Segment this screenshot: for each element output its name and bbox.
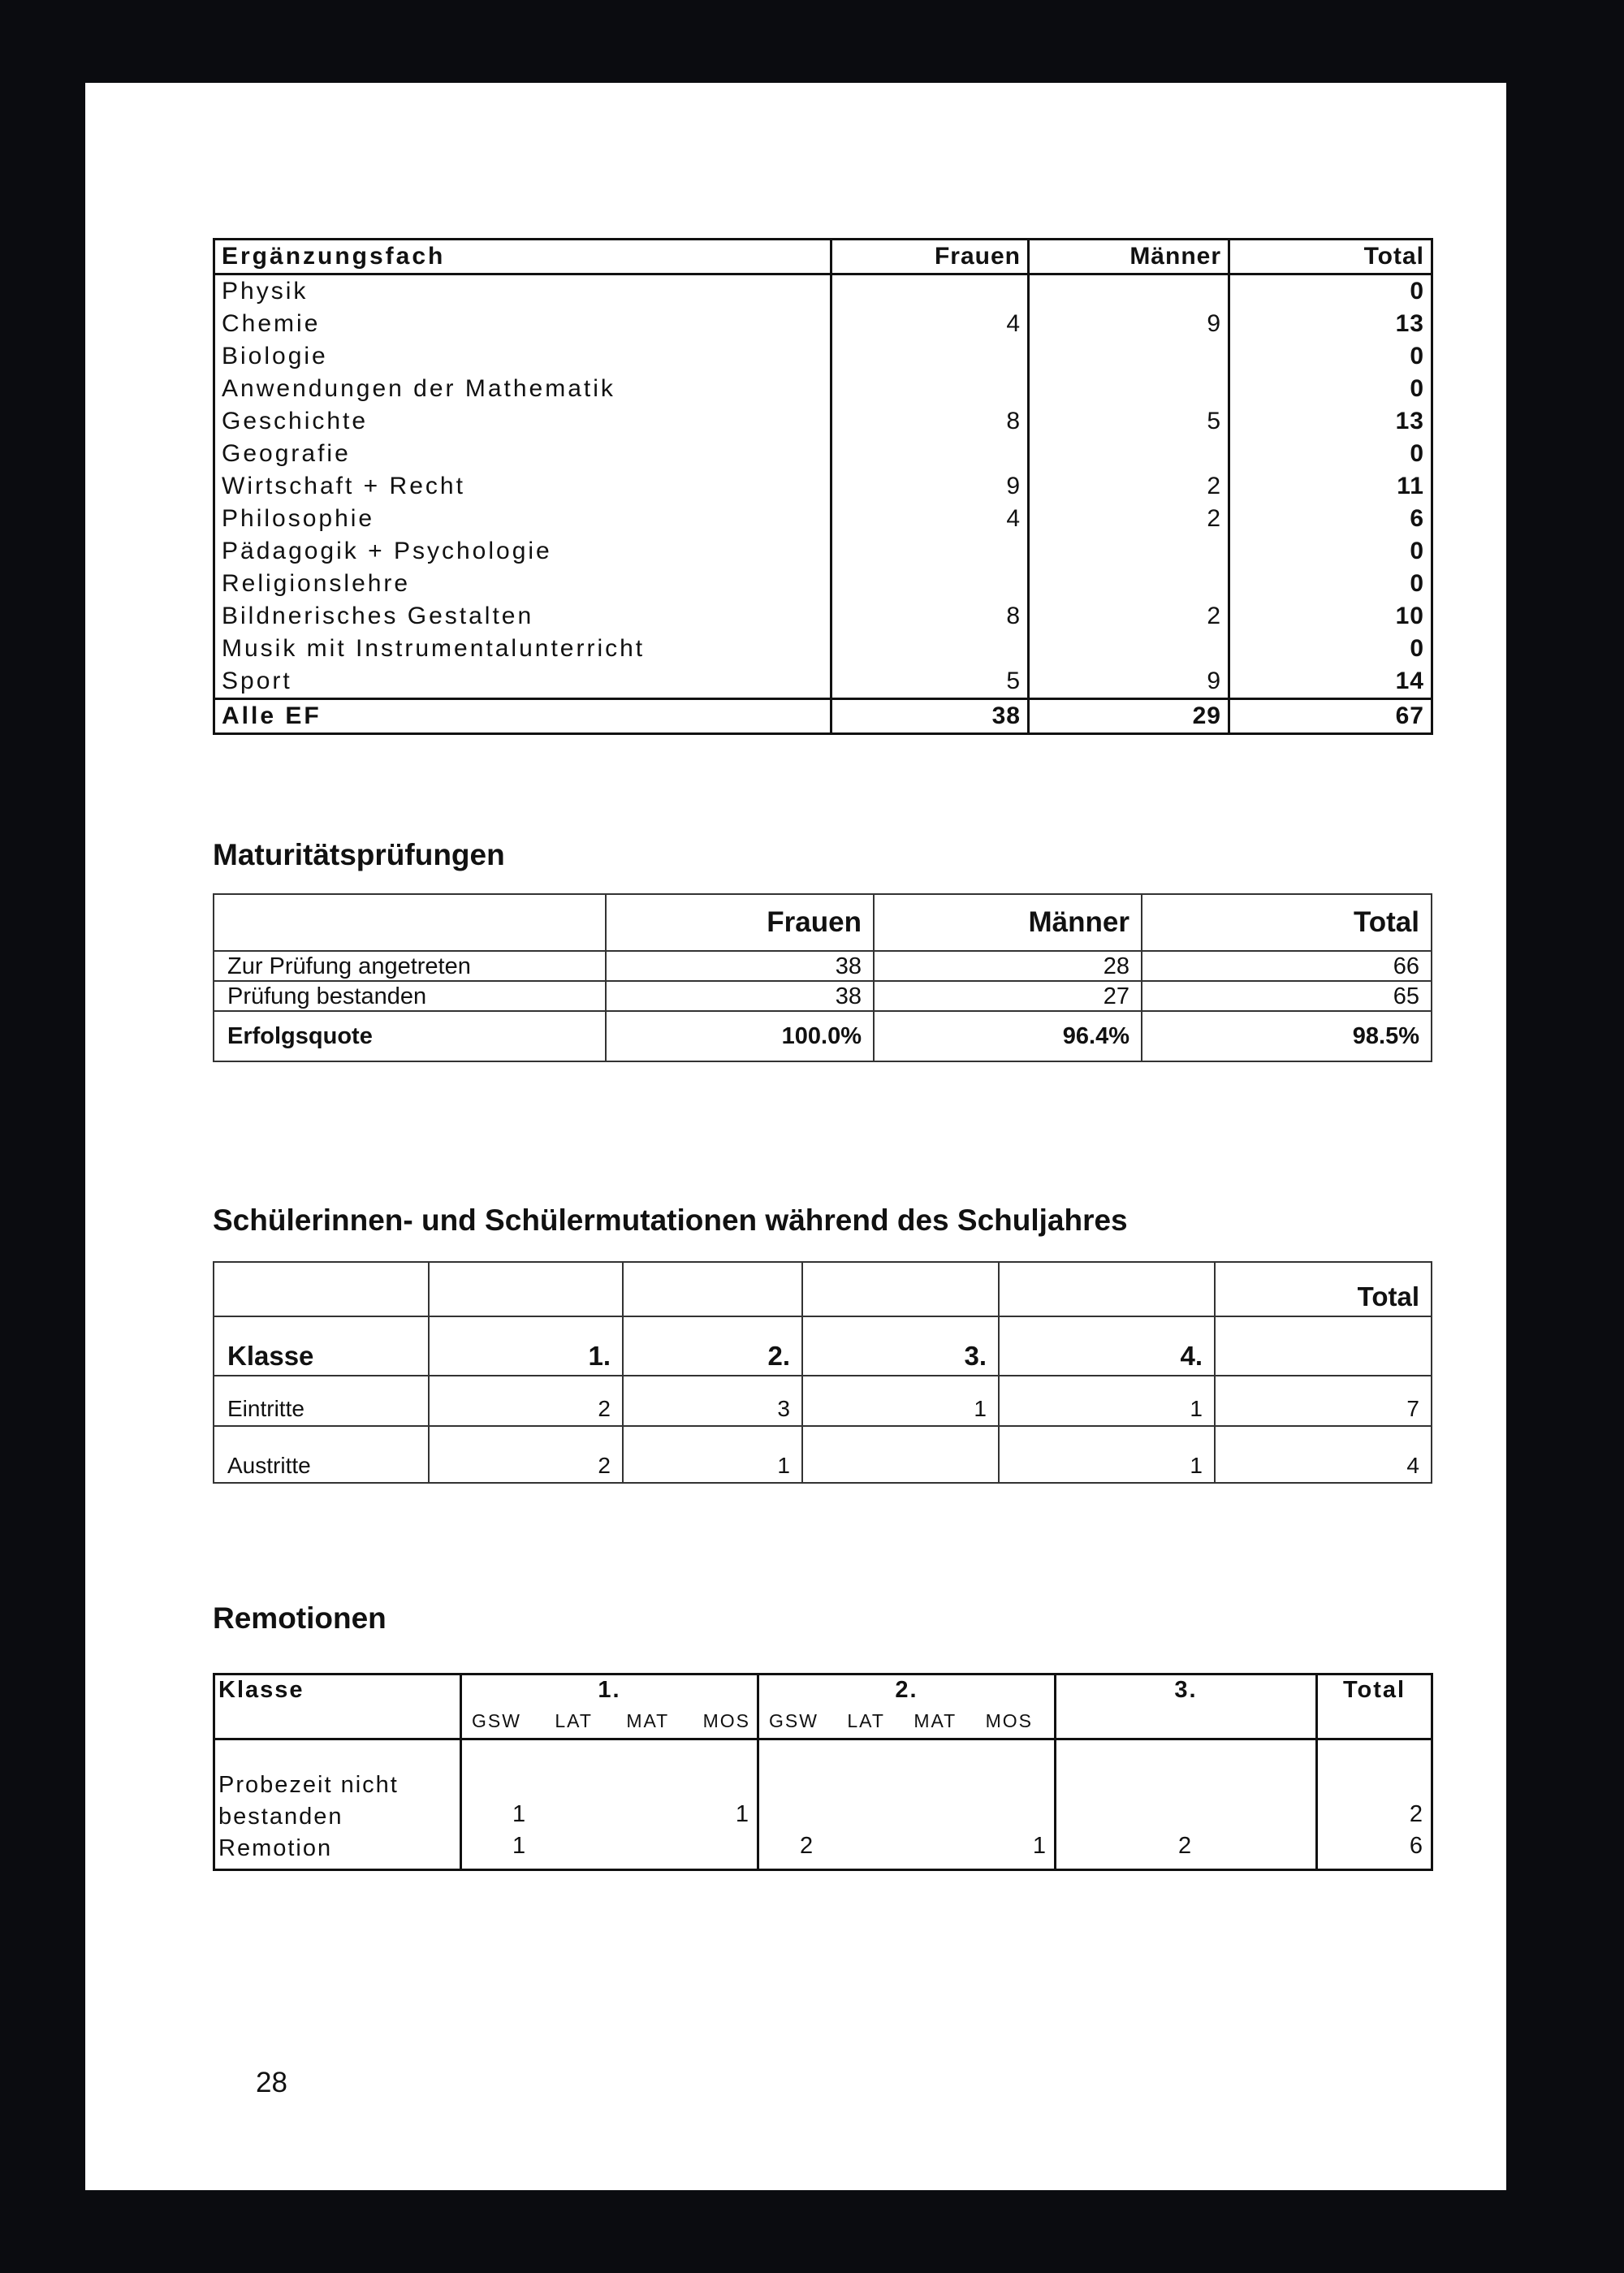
column-header-empty [214, 894, 606, 951]
table-row [214, 981, 1432, 1011]
maenner-cell [1029, 535, 1229, 568]
value-cell: 1 [999, 1426, 1215, 1483]
frauen-cell: 4 [831, 308, 1029, 340]
document-page [85, 83, 1506, 2190]
column-header-maenner: Männer [1029, 240, 1229, 274]
maturitaet-table [213, 893, 1432, 1062]
total-cell: 66 [1142, 951, 1432, 981]
value-cell: 1 [999, 1376, 1215, 1426]
summary-total: 67 [1229, 699, 1432, 734]
total-cell: 0 [1229, 633, 1432, 665]
subject-cell: Musik mit Instrumentalunterricht [222, 635, 646, 662]
table-row [214, 373, 1432, 405]
table-row [214, 568, 1432, 600]
success-rate-row [214, 1011, 1432, 1061]
value-cell: 1 [735, 1801, 750, 1827]
value-cell: 1 [512, 1801, 528, 1827]
maenner-cell: 9 [1029, 308, 1229, 340]
total-cell: 10 [1229, 600, 1432, 633]
summary-label: Alle EF [214, 699, 831, 734]
total-cell: 0 [1229, 535, 1432, 568]
subheader: GSW [769, 1710, 818, 1731]
total-cell: 13 [1229, 308, 1432, 340]
table-header-row [214, 240, 1432, 274]
subject-cell: Physik [222, 278, 309, 305]
table-row [214, 438, 1432, 470]
subject-cell: Wirtschaft + Recht [222, 473, 465, 499]
subject-cell: Pädagogik + Psychologie [222, 538, 552, 564]
row-label-remotion: Remotion [218, 1835, 333, 1861]
value-cell [802, 1426, 999, 1483]
total-cell: 0 [1229, 438, 1432, 470]
group-3-values [1056, 1739, 1317, 1870]
subheader: LAT [847, 1710, 885, 1731]
subheader: GSW [472, 1710, 521, 1731]
empty-cell [802, 1262, 999, 1316]
subject-cell: Religionslehre [222, 570, 411, 597]
subject-cell: Chemie [222, 310, 321, 337]
frauen-cell [831, 340, 1029, 373]
value-cell: 1 [512, 1833, 528, 1859]
total-cell: 7 [1215, 1376, 1432, 1426]
class-header-row [214, 1316, 1432, 1376]
frauen-cell: 5 [831, 665, 1029, 699]
total-cell: 6 [1409, 1833, 1424, 1859]
value-cell: 3 [623, 1376, 802, 1426]
total-cell: 14 [1229, 665, 1432, 699]
frauen-cell: 8 [831, 600, 1029, 633]
table-row [214, 535, 1432, 568]
total-cell: 0 [1229, 274, 1432, 309]
section-title-maturitaet: Maturitätsprüfungen [213, 838, 505, 871]
class-header: 1. [429, 1316, 623, 1376]
frauen-cell: 9 [831, 470, 1029, 503]
table-row [214, 274, 1432, 309]
column-header-frauen: Frauen [831, 240, 1029, 274]
success-rate-total: 98.5% [1142, 1011, 1432, 1061]
empty-cell [623, 1262, 802, 1316]
maenner-cell [1029, 633, 1229, 665]
subject-cell: Anwendungen der Mathematik [222, 375, 615, 402]
subject-cell: Geschichte [222, 408, 369, 434]
frauen-cell [831, 568, 1029, 600]
column-header-total: Total [1215, 1262, 1432, 1316]
class-header: 3. [802, 1316, 999, 1376]
frauen-cell [831, 438, 1029, 470]
column-header-subject: Ergänzungsfach [214, 240, 831, 274]
mutationen-table [213, 1261, 1432, 1484]
table-header-row [214, 894, 1432, 951]
row-label-probezeit-line1: Probezeit nicht [218, 1772, 399, 1798]
summary-frauen: 38 [831, 699, 1029, 734]
column-header-total: Total [1317, 1675, 1432, 1739]
value-cell: 1 [623, 1426, 802, 1483]
table-header-row [214, 1675, 1432, 1739]
success-rate-frauen: 100.0% [606, 1011, 874, 1061]
class-group-label: 1. [598, 1677, 621, 1703]
value-cell: 2 [429, 1376, 623, 1426]
table-body-row [214, 1739, 1432, 1870]
table-row [214, 340, 1432, 373]
row-label: Zur Prüfung angetreten [214, 951, 606, 981]
row-label-probezeit-line2: bestanden [218, 1804, 343, 1830]
total-cell: 13 [1229, 405, 1432, 438]
value-cell: 2 [800, 1833, 815, 1859]
class-group-1 [461, 1675, 758, 1739]
total-cell: 0 [1229, 340, 1432, 373]
maenner-cell: 9 [1029, 665, 1229, 699]
total-cell: 2 [1409, 1801, 1424, 1827]
remotionen-table [213, 1673, 1433, 1871]
maenner-cell [1029, 373, 1229, 405]
maenner-cell [1029, 274, 1229, 309]
total-cell: 11 [1229, 470, 1432, 503]
table-row [214, 1426, 1432, 1483]
section-title-mutationen: Schülerinnen- und Schülermutationen während des Schuljahres [213, 1203, 1128, 1237]
maenner-cell: 2 [1029, 600, 1229, 633]
subject-cell: Philosophie [222, 505, 375, 532]
subheader: LAT [555, 1710, 593, 1731]
subject-cell: Sport [222, 668, 292, 694]
maenner-cell: 5 [1029, 405, 1229, 438]
klasse-label: Klasse [214, 1675, 461, 1739]
group-1-values [461, 1739, 758, 1870]
value-cell: 1 [802, 1376, 999, 1426]
subject-cell: Geografie [222, 440, 351, 467]
table-row [214, 503, 1432, 535]
row-label: Prüfung bestanden [214, 981, 606, 1011]
frauen-cell: 38 [606, 951, 874, 981]
frauen-cell [831, 373, 1029, 405]
class-header: 2. [623, 1316, 802, 1376]
subject-cell: Biologie [222, 343, 328, 369]
frauen-cell [831, 633, 1029, 665]
row-label: Eintritte [214, 1376, 429, 1426]
subheader: MAT [914, 1710, 957, 1731]
table-row [214, 951, 1432, 981]
total-cell: 0 [1229, 568, 1432, 600]
maenner-cell [1029, 438, 1229, 470]
empty-cell [214, 1262, 429, 1316]
table-row [214, 633, 1432, 665]
maenner-cell [1029, 568, 1229, 600]
total-values [1317, 1739, 1432, 1870]
value-cell: 2 [1178, 1833, 1194, 1859]
column-header-total: Total [1142, 894, 1432, 951]
ergaenzungsfach-table [213, 238, 1433, 735]
success-rate-maenner: 96.4% [874, 1011, 1142, 1061]
frauen-cell: 38 [606, 981, 874, 1011]
maenner-cell [1029, 340, 1229, 373]
total-cell: 65 [1142, 981, 1432, 1011]
subject-subheaders [469, 1710, 750, 1732]
table-row [214, 665, 1432, 699]
klasse-label: Klasse [214, 1316, 429, 1376]
table-row [214, 470, 1432, 503]
row-label: Austritte [214, 1426, 429, 1483]
total-cell: 6 [1229, 503, 1432, 535]
column-header-frauen: Frauen [606, 894, 874, 951]
summary-row [214, 699, 1432, 734]
class-group-2 [758, 1675, 1056, 1739]
section-title-remotionen: Remotionen [213, 1601, 387, 1635]
maenner-cell: 2 [1029, 503, 1229, 535]
empty-cell [429, 1262, 623, 1316]
value-cell: 1 [1032, 1833, 1047, 1859]
table-row [214, 308, 1432, 340]
column-header-total: Total [1229, 240, 1432, 274]
maenner-cell: 2 [1029, 470, 1229, 503]
class-header: 4. [999, 1316, 1215, 1376]
total-cell: 0 [1229, 373, 1432, 405]
total-cell: 4 [1215, 1426, 1432, 1483]
column-header-maenner: Männer [874, 894, 1142, 951]
subject-subheaders [766, 1710, 1047, 1732]
frauen-cell: 4 [831, 503, 1029, 535]
empty-cell [1215, 1316, 1432, 1376]
page-number: 28 [256, 2067, 287, 2098]
value-cell: 2 [429, 1426, 623, 1483]
class-group-3 [1056, 1675, 1317, 1739]
class-group-label: 2. [895, 1677, 918, 1703]
class-group-label: 3. [1174, 1677, 1198, 1703]
subheader: MAT [626, 1710, 670, 1731]
empty-cell [999, 1262, 1215, 1316]
maenner-cell: 28 [874, 951, 1142, 981]
summary-maenner: 29 [1029, 699, 1229, 734]
subheader: MOS [985, 1710, 1033, 1731]
row-labels [214, 1739, 461, 1870]
group-2-values [758, 1739, 1056, 1870]
success-rate-label: Erfolgsquote [214, 1011, 606, 1061]
subheader: MOS [702, 1710, 750, 1731]
frauen-cell: 8 [831, 405, 1029, 438]
maenner-cell: 27 [874, 981, 1142, 1011]
table-row [214, 600, 1432, 633]
table-row [214, 405, 1432, 438]
subject-cell: Bildnerisches Gestalten [222, 603, 534, 629]
frauen-cell [831, 274, 1029, 309]
table-header-row [214, 1262, 1432, 1316]
table-row [214, 1376, 1432, 1426]
frauen-cell [831, 535, 1029, 568]
